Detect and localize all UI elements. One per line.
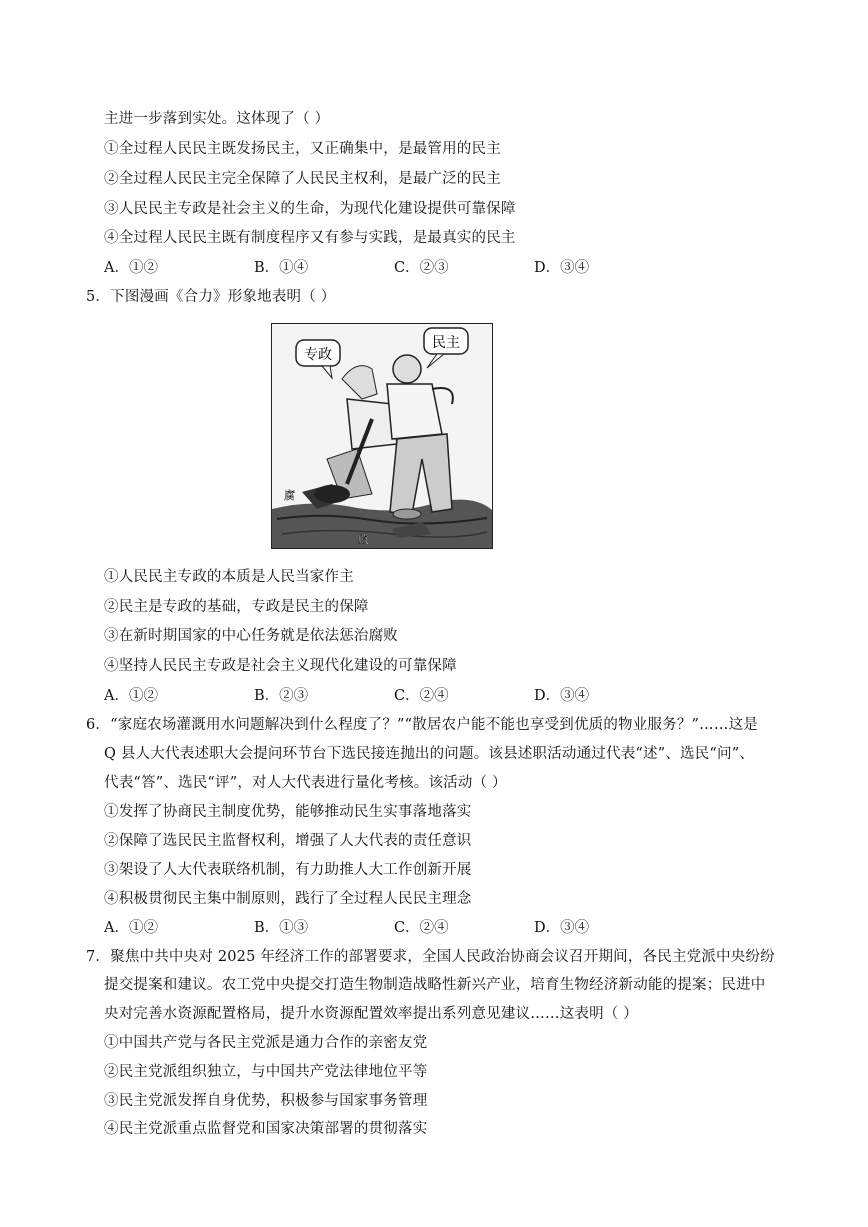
q7-item-4: ④民主党派重点监督党和国家决策部署的贯彻落实 [104, 1121, 428, 1137]
q5-option-b: B．②③ [254, 688, 309, 704]
q6-item-1: ①发挥了协商民主制度优势，能够推动民生实事落地落实 [104, 804, 472, 820]
q7-stem-line-2: 提交提案和建议。农工党中央提交打造生物制造战略性新兴产业，培育生物经济新动能的提案；民进中 [104, 977, 766, 993]
q6-option-d: D．③④ [534, 920, 590, 936]
q4-item-2: ②全过程人民民主完全保障了人民民主权利，是最广泛的民主 [104, 171, 501, 187]
q6-option-c: C．②④ [394, 920, 449, 936]
ground-label-fu: 腐 [284, 489, 295, 502]
q4-option-a: A．①② [104, 260, 158, 276]
cartoon-illustration [272, 324, 492, 548]
ground-label-bai: 败 [358, 533, 369, 546]
q5-item-1: ①人民民主专政的本质是人民当家作主 [104, 569, 354, 585]
q6-stem-line-2: Q 县人大代表述职大会提问环节台下选民接连抛出的问题。该县述职活动通过代表“述”、选民“问”、 [104, 746, 755, 762]
q4-item-1: ①全过程人民民主既发扬民主，又正确集中，是最管用的民主 [104, 141, 501, 157]
q5-item-4: ④坚持人民民主专政是社会主义现代化建设的可靠保障 [104, 658, 457, 674]
q5-stem: 5．下图漫画《合力》形象地表明（ ） [86, 289, 336, 305]
q5-option-d: D．③④ [534, 688, 590, 704]
q4-option-d: D．③④ [534, 260, 590, 276]
q6-option-b: B．①③ [254, 920, 309, 936]
bubble-minzhu: 民主 [432, 335, 460, 351]
q5-option-a: A．①② [104, 688, 158, 704]
q5-item-2: ②民主是专政的基础，专政是民主的保障 [104, 599, 369, 615]
bubble-zhuanzheng: 专政 [304, 347, 332, 363]
q6-stem-line-1: 6．“家庭农场灌溉用水问题解决到什么程度了？”“散居农户能不能也享受到优质的物业服务？”……这是 [86, 717, 758, 733]
q4-item-3: ③人民民主专政是社会主义的生命，为现代化建设提供可靠保障 [104, 201, 516, 217]
q5-option-c: C．②④ [394, 688, 449, 704]
q6-item-4: ④积极贯彻民主集中制原则，践行了全过程人民民主理念 [104, 891, 472, 907]
q7-item-2: ②民主党派组织独立，与中国共产党法律地位平等 [104, 1064, 428, 1080]
cartoon-hejli [271, 323, 493, 549]
q6-item-2: ②保障了选民民主监督权利，增强了人大代表的责任意识 [104, 833, 472, 849]
q4-item-4: ④全过程人民民主既有制度程序又有参与实践，是最真实的民主 [104, 230, 516, 246]
q6-option-a: A．①② [104, 920, 158, 936]
q6-item-3: ③架设了人大代表联络机制，有力助推人大工作创新开展 [104, 862, 472, 878]
q6-stem-line-3: 代表“答”、选民“评”，对人大代表进行量化考核。该活动（ ） [104, 775, 507, 791]
q4-stem-continuation: 主进一步落到实处。这体现了（ ） [104, 111, 330, 127]
q5-item-3: ③在新时期国家的中心任务就是依法惩治腐败 [104, 628, 398, 644]
q7-stem-line-3: 央对完善水资源配置格局，提升水资源配置效率提出系列意见建议……这表明（ ） [104, 1006, 639, 1022]
q4-option-c: C．②③ [394, 260, 449, 276]
q7-item-3: ③民主党派发挥自身优势，积极参与国家事务管理 [104, 1093, 428, 1109]
q7-stem-line-1: 7．聚焦中共中央对 2025 年经济工作的部署要求，全国人民政治协商会议召开期间，各民主党派中央纷纷 [86, 949, 775, 965]
q4-option-b: B．①④ [254, 260, 309, 276]
q7-item-1: ①中国共产党与各民主党派是通力合作的亲密友党 [104, 1035, 428, 1051]
